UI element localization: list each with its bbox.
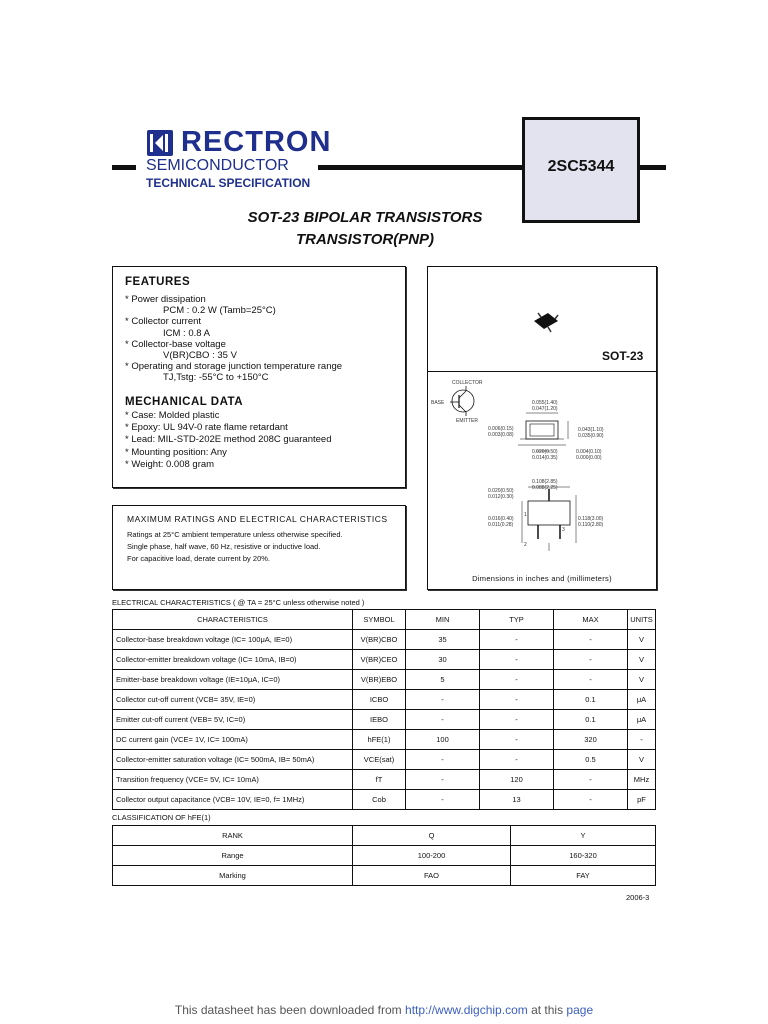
brand-name: RECTRON: [181, 126, 332, 158]
rectron-logo-icon: [147, 130, 173, 156]
cell-symbol: hFE(1): [353, 730, 406, 750]
cell-units: V: [628, 750, 656, 770]
label-emitter: EMITTER: [456, 418, 478, 424]
cell-characteristic: DC current gain (VCE= 1V, IC= 100mA): [113, 730, 353, 750]
dim-label: 0.020(0.50): [488, 488, 514, 494]
cell-min: -: [406, 710, 480, 730]
dim-label: 0.004(0.10): [576, 449, 602, 455]
label-base: BASE: [431, 400, 445, 406]
cell-y: 160-320: [511, 846, 656, 866]
dim-label: 0.118(3.00): [578, 516, 604, 522]
dim-label: 0.012(0.30): [488, 494, 514, 500]
cell-y: FAY: [511, 866, 656, 886]
cell-max: 320: [554, 730, 628, 750]
footer-prefix: This datasheet has been downloaded from: [174, 1003, 406, 1017]
cell-typ: -: [480, 670, 554, 690]
footer-page-link[interactable]: page: [566, 1003, 594, 1017]
header-bar-mid: [318, 165, 522, 170]
doc-title-line2: TRANSISTOR(PNP): [295, 231, 435, 248]
table-row: [113, 650, 656, 670]
feature-item: V(BR)CBO : 35 V: [163, 350, 237, 362]
classification-table: [112, 825, 656, 886]
elec-characteristics-table: [112, 609, 656, 810]
cell-min: -: [406, 770, 480, 790]
dim-label: 0.014(0.35): [532, 455, 558, 461]
cell-symbol: V(BR)EBO: [353, 670, 406, 690]
cell-rank: Range: [113, 846, 353, 866]
cell-units: pF: [628, 790, 656, 810]
feature-item: * Power dissipation: [125, 294, 206, 305]
cell-max: -: [554, 670, 628, 690]
part-number: 2SC5344: [547, 158, 615, 175]
cell-typ: -: [480, 710, 554, 730]
cell-units: -: [628, 730, 656, 750]
table-row: [113, 866, 656, 886]
cell-q: 100-200: [353, 846, 511, 866]
cell-characteristic: Transition frequency (VCE= 5V, IC= 10mA): [113, 770, 353, 790]
dim-label: 0.047(1.20): [532, 406, 558, 412]
dim-label: 0.055(1.40): [532, 400, 558, 406]
cell-characteristic: Collector-emitter saturation voltage (IC= 500mA, IB= 50mA): [113, 750, 353, 770]
cell-characteristic: Collector-emitter breakdown voltage (IC= 10mA, IB=0): [113, 650, 353, 670]
features-heading: FEATURES: [125, 276, 191, 288]
ratings-line: Ratings at 25°C ambient temperature unless otherwise specified.: [127, 530, 343, 539]
cell-min: 100: [406, 730, 480, 750]
ratings-line: Single phase, half wave, 60 Hz, resistive or inductive load.: [127, 542, 321, 551]
cell-typ: -: [480, 730, 554, 750]
footer-link[interactable]: http://www.digchip.com: [405, 1003, 528, 1017]
cell-max: -: [554, 790, 628, 810]
mechanical-item: * Epoxy: UL 94V-0 rate flame retardant: [125, 422, 288, 434]
table-row: [113, 690, 656, 710]
feature-item: * Collector current: [125, 316, 202, 328]
cell-min: 35: [406, 630, 480, 650]
cell-typ: -: [480, 750, 554, 770]
feature-item: TJ,Tstg: -55°C to +150°C: [163, 372, 269, 384]
mechanical-item: * Lead: MIL-STD-202E method 208C guaranteed: [125, 434, 332, 446]
dim-label: 0.035(0.90): [578, 433, 604, 439]
header-y: Y: [511, 826, 656, 846]
doc-title-line1: SOT-23 BIPOLAR TRANSISTORS: [247, 209, 483, 226]
cell-min: 30: [406, 650, 480, 670]
cell-typ: -: [480, 690, 554, 710]
dim-label: 0.108(2.85): [532, 479, 558, 485]
table-row: [113, 730, 656, 750]
cell-max: -: [554, 650, 628, 670]
cell-symbol: Cob: [353, 790, 406, 810]
classification-caption: CLASSIFICATION OF hFE(1): [112, 813, 211, 822]
elec-caption: ELECTRICAL CHARACTERISTICS ( @ TA = 25°C unless otherwise noted ): [112, 598, 365, 607]
header-typ: TYP: [480, 610, 554, 630]
ratings-text: [127, 529, 343, 565]
cell-min: -: [406, 750, 480, 770]
cell-symbol: ICBO: [353, 690, 406, 710]
table-row: [113, 710, 656, 730]
cell-symbol: V(BR)CEO: [353, 650, 406, 670]
dim-label: 0.016(0.40): [488, 516, 514, 522]
cell-min: -: [406, 690, 480, 710]
pin-label: 3: [562, 527, 565, 533]
cell-min: 5: [406, 670, 480, 690]
header-q: Q: [353, 826, 511, 846]
dimensions-caption: Dimensions in inches and (millimeters): [472, 574, 612, 583]
feature-item: * Operating and storage junction temperature range: [125, 361, 343, 373]
cell-units: μA: [628, 690, 656, 710]
ratings-note-box: [112, 505, 406, 590]
cell-characteristic: Collector output capacitance (VCB= 10V, IE=0, f= 1MHz): [113, 790, 353, 810]
pin-label: 1: [524, 512, 527, 518]
features-box: [112, 266, 406, 488]
cell-symbol: V(BR)CBO: [353, 630, 406, 650]
dim-label: 0.000(0.00): [576, 455, 602, 461]
cell-max: -: [554, 630, 628, 650]
transistor-symbol-icon: [448, 385, 478, 417]
cell-max: 0.5: [554, 750, 628, 770]
cell-units: V: [628, 670, 656, 690]
label-collector: COLLECTOR: [452, 380, 483, 386]
cell-typ: -: [480, 630, 554, 650]
footer-suffix: at this: [527, 1003, 567, 1017]
header-bar-right: [640, 165, 666, 170]
header-rank: RANK: [113, 826, 353, 846]
mechanical-item: * Case: Molded plastic: [125, 410, 220, 421]
header-min: MIN: [406, 610, 480, 630]
cell-units: V: [628, 650, 656, 670]
cell-characteristic: Collector cut-off current (VCB= 35V, IE=0): [113, 690, 353, 710]
cell-rank: Marking: [113, 866, 353, 886]
cell-max: 0.1: [554, 710, 628, 730]
download-footer: [0, 1003, 768, 1017]
features-list: [125, 294, 342, 384]
dim-label: 0.088(2.25): [532, 485, 558, 491]
package-divider: [428, 371, 656, 372]
brand-semiconductor: SEMICONDUCTOR: [146, 157, 289, 174]
mechanical-heading: MECHANICAL DATA: [125, 396, 244, 408]
dim-label: 0.110(2.80): [578, 522, 604, 528]
table-row: [113, 770, 656, 790]
cell-symbol: IEBO: [353, 710, 406, 730]
cell-characteristic: Emitter-base breakdown voltage (IE=10μA, IC=0): [113, 670, 353, 690]
header-units: UNITS: [628, 610, 656, 630]
header-characteristics: CHARACTERISTICS: [113, 610, 353, 630]
mechanical-list: [125, 410, 332, 471]
cell-symbol: VCE(sat): [353, 750, 406, 770]
cell-characteristic: Emitter cut-off current (VEB= 5V, IC=0): [113, 710, 353, 730]
pin-label: 2: [524, 542, 527, 548]
cell-characteristic: Collector-base breakdown voltage (IC= 100μA, IE=0): [113, 630, 353, 650]
dim-label: 0.003(0.08): [488, 432, 514, 438]
package-box: [427, 266, 657, 590]
cell-max: 0.1: [554, 690, 628, 710]
ratings-line: For capacitive load, derate current by 20%.: [127, 554, 270, 563]
sot23-package-image: [528, 307, 568, 337]
technical-specification: TECHNICAL SPECIFICATION: [146, 176, 311, 190]
header-max: MAX: [554, 610, 628, 630]
cell-units: V: [628, 630, 656, 650]
table-row: [113, 790, 656, 810]
table-header-row: [113, 610, 656, 630]
feature-item: PCM : 0.2 W (Tamb=25°C): [163, 305, 276, 317]
dim-label: 0.020(0.50): [532, 449, 558, 455]
cell-units: μA: [628, 710, 656, 730]
table-row: [113, 630, 656, 650]
cell-max: -: [554, 770, 628, 790]
cell-units: MHz: [628, 770, 656, 790]
table-row: [113, 846, 656, 866]
cell-symbol: fT: [353, 770, 406, 790]
dim-label: 0.006(0.15): [488, 426, 514, 432]
header-symbol: SYMBOL: [353, 610, 406, 630]
header-bar-left: [112, 165, 136, 170]
package-name: SOT-23: [602, 349, 644, 363]
mechanical-item: * Mounting position: Any: [125, 446, 227, 458]
table-row: [113, 750, 656, 770]
cell-q: FAO: [353, 866, 511, 886]
ratings-heading: MAXIMUM RATINGS AND ELECTRICAL CHARACTERISTICS: [127, 514, 388, 524]
cell-min: -: [406, 790, 480, 810]
doc-code: 2006-3: [626, 893, 650, 902]
cell-typ: 120: [480, 770, 554, 790]
cell-typ: 13: [480, 790, 554, 810]
feature-item: ICM : 0.8 A: [163, 327, 210, 339]
table-header-row: [113, 826, 656, 846]
dim-label: 0.011(0.28): [488, 522, 514, 528]
mechanical-item: * Weight: 0.008 gram: [125, 458, 215, 470]
cell-typ: -: [480, 650, 554, 670]
feature-item: * Collector-base voltage: [125, 338, 226, 350]
table-row: [113, 670, 656, 690]
dim-label: 0.043(1.10): [578, 427, 604, 433]
